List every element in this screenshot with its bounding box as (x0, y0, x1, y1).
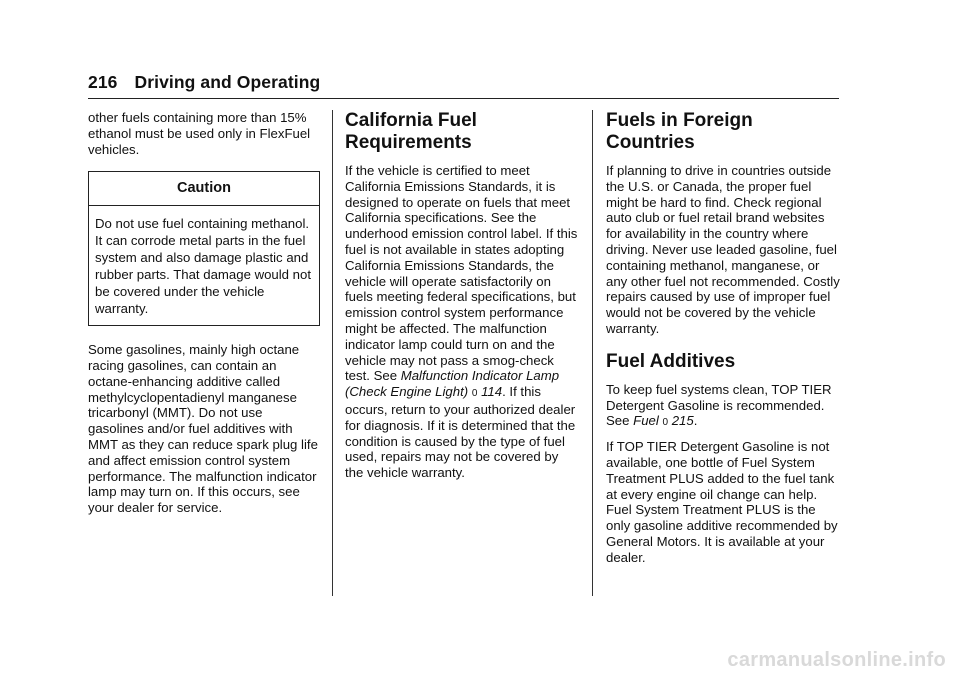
additives-text-end: . (693, 413, 698, 429)
header-divider (88, 98, 839, 99)
california-text-start: If the vehicle is certified to meet California Emissions Standards, it is designed to operate on fuels that meet California specifications. See the underhood emission control label. If this fuel is not available in states adopting California Emissions Standards, the vehicle will operate satisfactorily on fuels meeting federal specifications, but emission control system performance might be affected. The malfunction indicator lamp could turn on and the vehicle may not pass a smog-check test. See (345, 163, 578, 384)
fuel-reference-link[interactable]: Fuel (633, 413, 659, 429)
california-fuel-heading: California Fuel Requirements (345, 110, 477, 153)
page-header (88, 72, 320, 93)
column-right (606, 110, 841, 574)
caution-title: Caution (89, 172, 319, 206)
mmt-paragraph: Some gasolines, mainly high octane racing gasolines, can contain an octane-enhancing additive called methylcyclopentadienyl manganese tricarbonyl (MMT). Do not use gasolines and/or fuel additives with MMT as they can reduce spark plug life and affect emission control system performance. The malfunction indicator lamp may turn on. If this occurs, see your dealer for service. (88, 342, 318, 516)
section-title: Driving and Operating (134, 72, 321, 92)
mil-reference-page[interactable]: 114 (481, 384, 503, 400)
column-divider-2 (592, 110, 593, 596)
intro-paragraph: other fuels containing more than 15% ethanol must be used only in FlexFuel vehicles. (88, 110, 311, 157)
fuel-reference-page[interactable]: 215 (671, 413, 694, 429)
fuel-additives-heading: Fuel Additives (606, 350, 736, 372)
caution-body: Do not use fuel containing methanol. It can corrode metal parts in the fuel system and also damage plastic and rubber parts. That damage would not be covered under the vehicle warranty. (95, 216, 312, 317)
mil-reference-link[interactable]: Malfunction Indicator Lamp (Check Engine Light) (345, 368, 560, 400)
column-left (88, 110, 320, 524)
california-text-end: . If this occurs, return to your authorized dealer for diagnosis. If it is determined that the condition is caused by the type of fuel used, repairs may not be covered by the vehicle warranty. (345, 384, 576, 481)
caution-box (88, 171, 320, 326)
foreign-fuels-heading: Fuels in Foreign Countries (606, 110, 753, 153)
additives-text-start: To keep fuel systems clean, TOP TIER Detergent Gasoline is recommended. See (606, 381, 832, 429)
page-number: 216 (88, 72, 118, 92)
column-middle (345, 110, 580, 489)
california-fuel-paragraph (345, 163, 580, 481)
watermark-text: carmanualsonline.info (727, 649, 946, 671)
fuel-treatment-paragraph: If TOP TIER Detergent Gasoline is not available, one bottle of Fuel System Treatment PLUS added to the fuel tank at every engine oil change can help. Fuel System Treatment PLUS is the only gasoline additive recommended by General Motors. It is available at your dealer. (606, 439, 838, 565)
page-ref-arrow-icon: 0 (471, 388, 478, 400)
fuel-additives-paragraph (606, 382, 841, 431)
column-divider-1 (332, 110, 333, 596)
page-ref-arrow-icon: 0 (662, 417, 669, 429)
foreign-fuels-paragraph: If planning to drive in countries outside the U.S. or Canada, the proper fuel might be hard to find. Check regional auto club or fuel retail brand websites for availability in the country where driving. Never use leaded gasoline, fuel containing methanol, manganese, or any other fuel not recommended. Costly repairs caused by use of improper fuel would not be covered by the vehicle warranty. (606, 163, 840, 336)
